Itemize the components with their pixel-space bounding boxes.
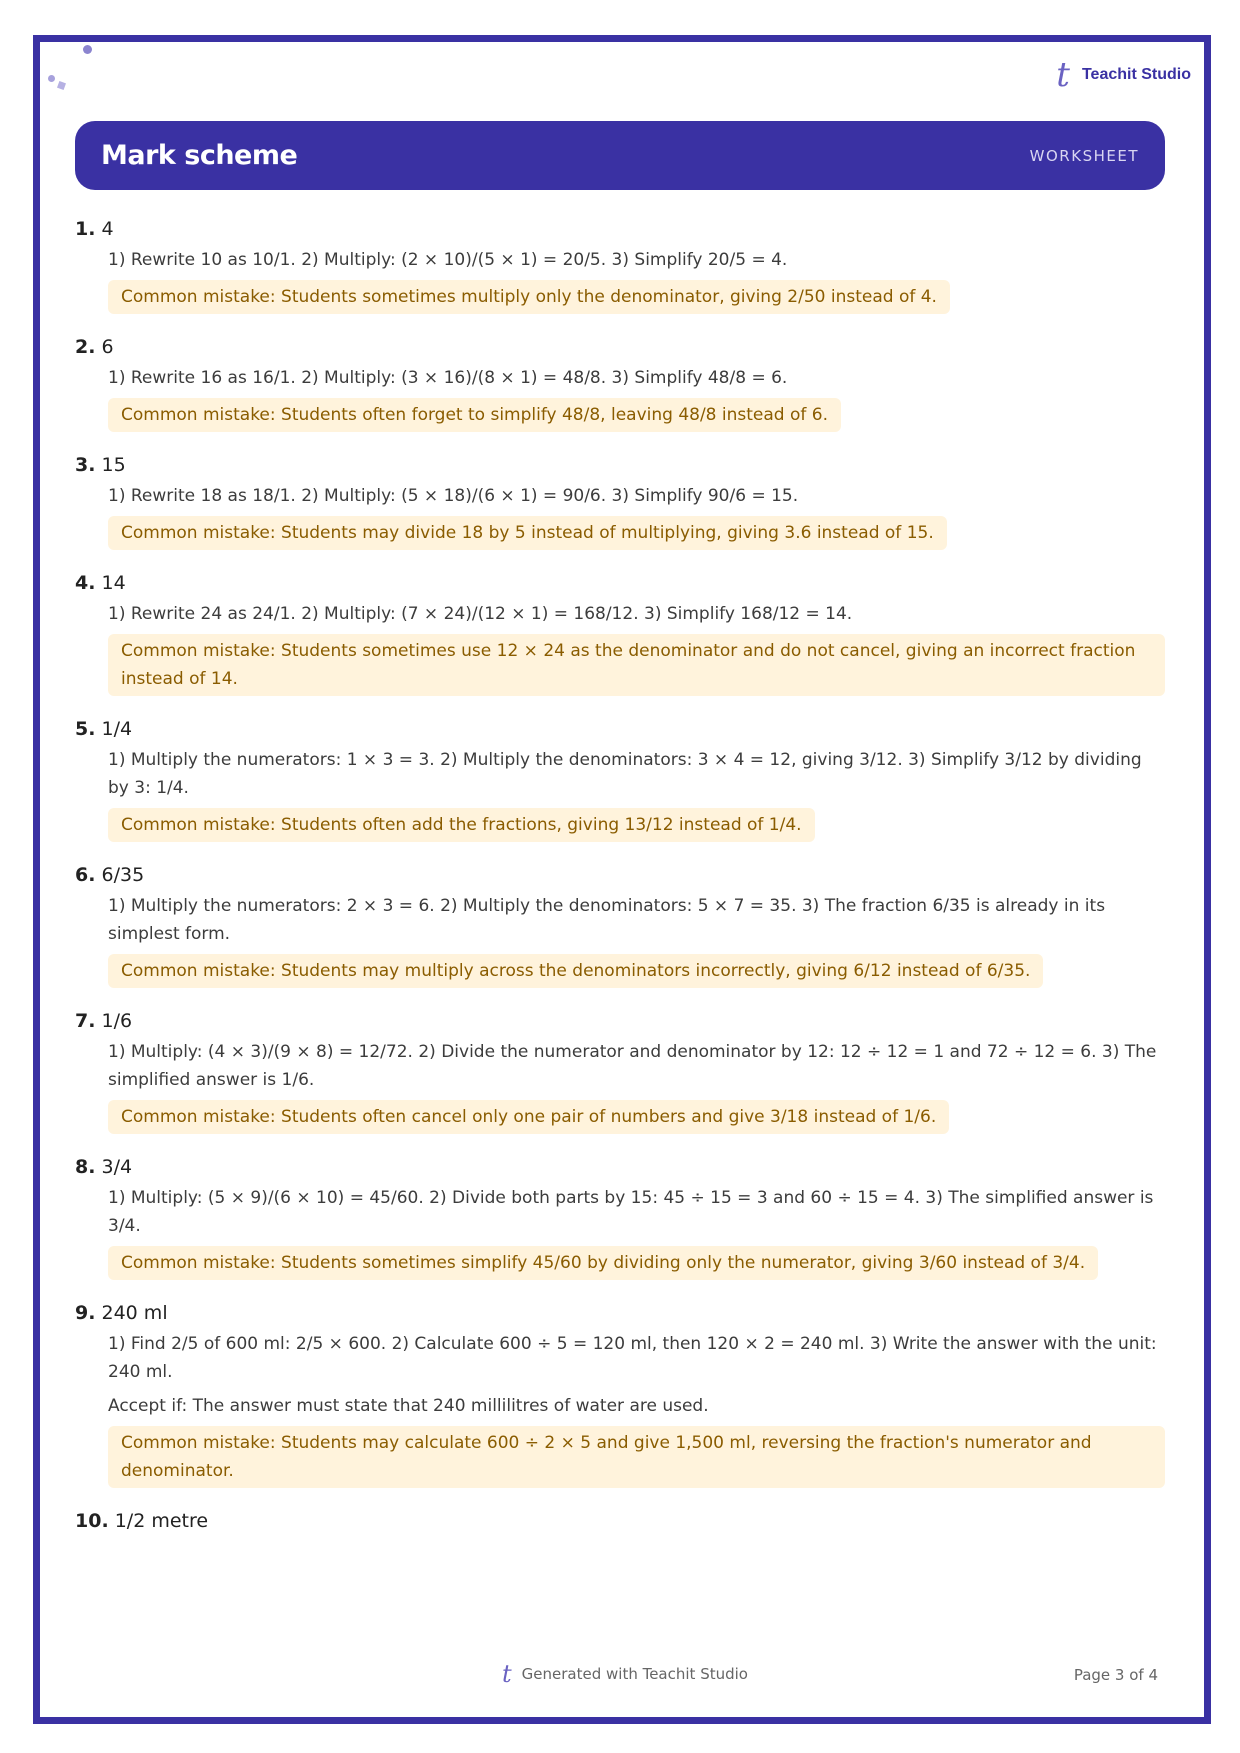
question-1 (75, 215, 1165, 314)
question-8 (75, 1153, 1165, 1280)
working-steps: 1) Find 2/5 of 600 ml: 2/5 × 600. 2) Calculate 600 ÷ 5 = 120 ml, then 120 × 2 = 240 ml. 3) Write the answer with the unit: 240 ml. (108, 1334, 1157, 1382)
question-6 (75, 861, 1165, 988)
working-steps: 1) Rewrite 24 as 24/1. 2) Multiply: (7 × 24)/(12 × 1) = 168/12. 3) Simplify 168/12 = 14. (108, 604, 853, 624)
working-steps: 1) Multiply the numerators: 1 × 3 = 3. 2) Multiply the denominators: 3 × 4 = 12, giving 3/12. 3) Simplify 3/12 by dividing by 3: 1/4. (108, 750, 1142, 798)
common-mistake-note: Common mistake: Students sometimes use 12 × 24 as the denominator and do not cancel, giving an incorrect fraction instead of 14. (108, 634, 1165, 696)
footer-generated-text: Generated with Teachit Studio (521, 1665, 748, 1683)
question-7 (75, 1007, 1165, 1134)
question-answer: 3/4 (101, 1156, 133, 1178)
working-steps: 1) Multiply: (4 × 3)/(9 × 8) = 12/72. 2) Divide the numerator and denominator by 12: 12 ÷ 12 = 1 and 72 ÷ 12 = 6. 3) The simplified answer is 1/6. (108, 1042, 1157, 1090)
common-mistake-note: Common mistake: Students often add the fractions, giving 13/12 instead of 1/4. (108, 808, 815, 842)
question-3 (75, 451, 1165, 550)
question-number: 2. (75, 336, 96, 358)
question-4 (75, 569, 1165, 696)
common-mistake-note: Common mistake: Students often forget to simplify 48/8, leaving 48/8 instead of 6. (108, 398, 841, 432)
question-answer: 15 (101, 454, 126, 476)
question-number: 1. (75, 218, 96, 240)
decor-dot-icon (48, 75, 55, 82)
brand (1056, 55, 1191, 95)
question-number: 5. (75, 718, 96, 740)
teachit-logo-icon: t (502, 1660, 512, 1688)
brand-name: Teachit Studio (1081, 66, 1191, 83)
common-mistake-note: Common mistake: Students often cancel only one pair of numbers and give 3/18 instead of 1/6. (108, 1100, 949, 1134)
decor-dot-icon (83, 45, 92, 54)
working-steps: 1) Multiply the numerators: 2 × 3 = 6. 2) Multiply the denominators: 5 × 7 = 35. 3) The fraction 6/35 is already in its simplest form. (108, 896, 1106, 944)
question-answer: 4 (101, 218, 114, 240)
question-answer: 14 (101, 572, 126, 594)
question-answer: 6/35 (101, 864, 145, 886)
common-mistake-note: Common mistake: Students may divide 18 by 5 instead of multiplying, giving 3.6 instead of 15. (108, 516, 947, 550)
page-number: Page 3 of 4 (1073, 1666, 1158, 1684)
working-steps: 1) Multiply: (5 × 9)/(6 × 10) = 45/60. 2) Divide both parts by 15: 45 ÷ 15 = 3 and 60 ÷ 15 = 4. 3) The simplified answer is 3/4. (108, 1188, 1154, 1236)
working-steps: 1) Rewrite 18 as 18/1. 2) Multiply: (5 × 18)/(6 × 1) = 90/6. 3) Simplify 90/6 = 15. (108, 486, 799, 506)
working-steps: 1) Rewrite 16 as 16/1. 2) Multiply: (3 × 16)/(8 × 1) = 48/8. 3) Simplify 48/8 = 6. (108, 368, 788, 388)
question-2 (75, 333, 1165, 432)
question-number: 4. (75, 572, 96, 594)
teachit-logo-icon: t (1056, 55, 1070, 95)
question-number: 6. (75, 864, 96, 886)
working-steps: 1) Rewrite 10 as 10/1. 2) Multiply: (2 × 10)/(5 × 1) = 20/5. 3) Simplify 20/5 = 4. (108, 250, 788, 270)
question-number: 3. (75, 454, 96, 476)
common-mistake-note: Common mistake: Students may calculate 600 ÷ 2 × 5 and give 1,500 ml, reversing the fraction's numerator and denominator. (108, 1426, 1165, 1488)
common-mistake-note: Common mistake: Students sometimes multiply only the denominator, giving 2/50 instead of 4. (108, 280, 950, 314)
question-9 (75, 1299, 1165, 1488)
common-mistake-note: Common mistake: Students sometimes simplify 45/60 by dividing only the numerator, giving 3/60 instead of 3/4. (108, 1246, 1098, 1280)
question-number: 10. (75, 1510, 109, 1532)
header-band (75, 121, 1165, 190)
question-number: 8. (75, 1156, 96, 1178)
question-answer: 6 (101, 336, 114, 358)
question-10 (75, 1507, 1165, 1535)
page-title: Mark scheme (101, 140, 298, 171)
question-5 (75, 715, 1165, 842)
question-answer: 1/4 (101, 718, 133, 740)
question-answer: 1/6 (101, 1010, 133, 1032)
common-mistake-note: Common mistake: Students may multiply across the denominators incorrectly, giving 6/12 instead of 6/35. (108, 954, 1043, 988)
question-number: 7. (75, 1010, 96, 1032)
worksheet-tag: WORKSHEET (1029, 146, 1139, 165)
question-answer: 240 ml (101, 1302, 168, 1324)
mark-scheme-list (75, 215, 1165, 1538)
question-number: 9. (75, 1302, 96, 1324)
question-answer: 1/2 metre (114, 1510, 209, 1532)
accept-note: Accept if: The answer must state that 240 millilitres of water are used. (108, 1396, 709, 1416)
